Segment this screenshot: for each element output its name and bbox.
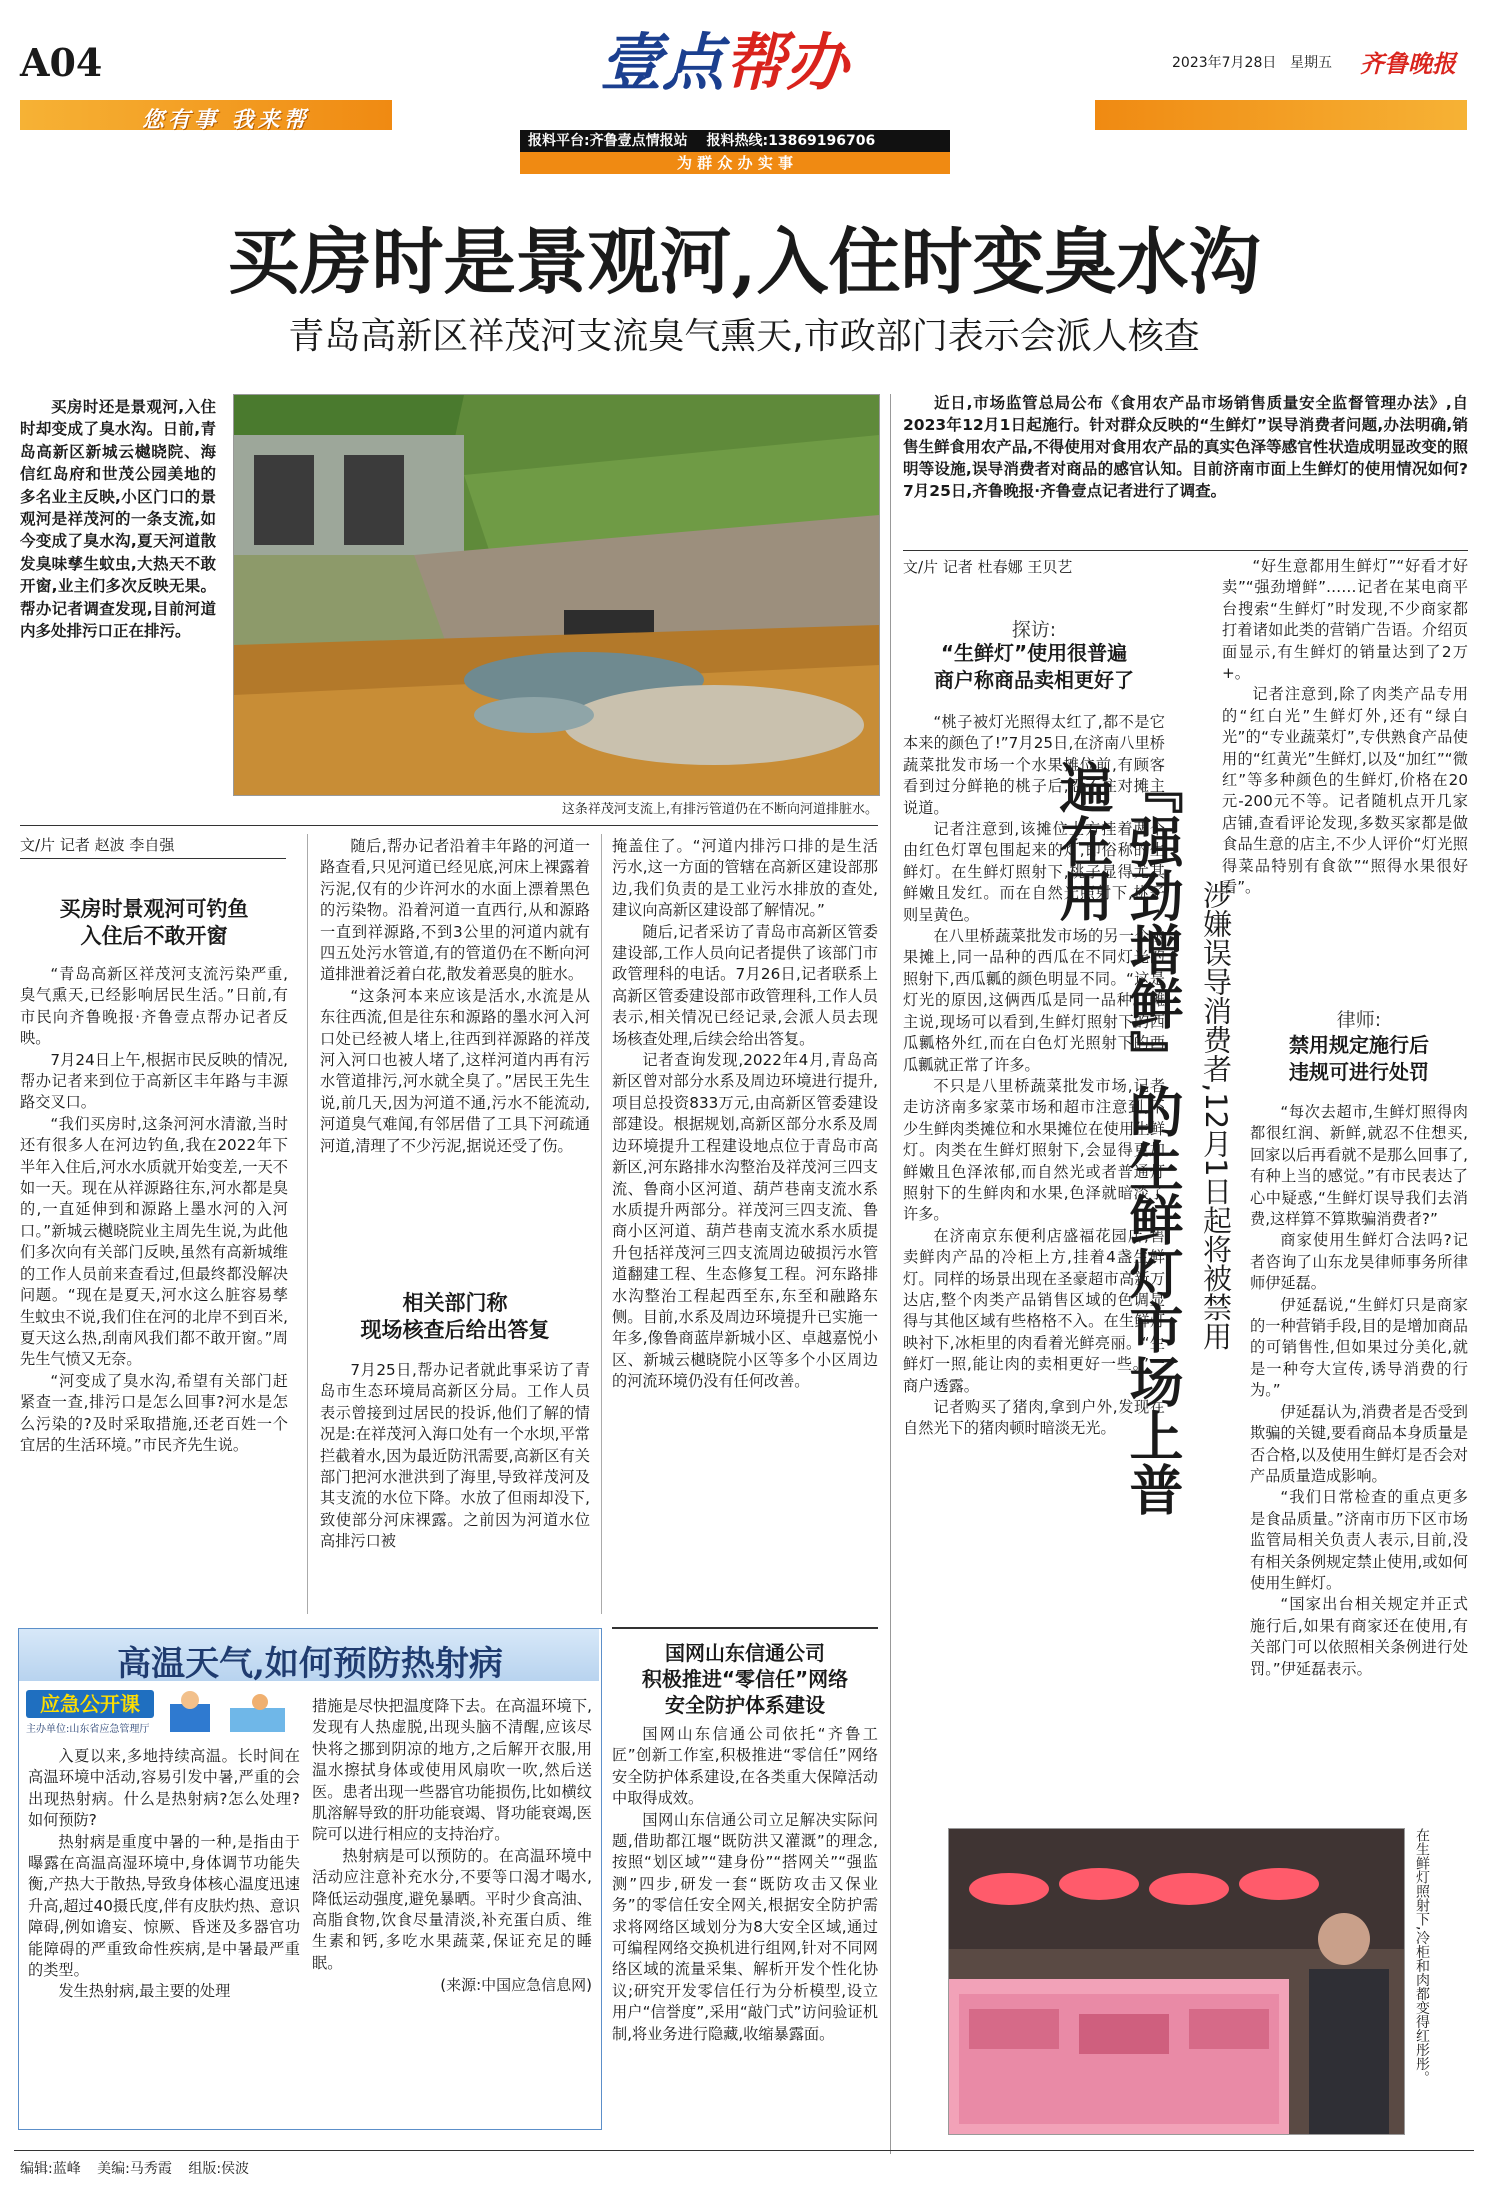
emergency-class-sponsor: 主办单位:山东省应急管理厅: [26, 1724, 150, 1735]
paragraph: 热射病是可以预防的。在高温环境中活动应注意补充水分,不要等口渴才喝水,降低运动强度,避免暴晒。平时少食高油、高脂食物,饮食尽量清淡,补充蛋白质、维生素和钙,多吃水果蔬菜,保证充足的睡眠。: [312, 1846, 592, 1972]
paragraph: 记者注意到,该摊位上方挂着两个由红色灯罩包围起来的灯,即俗称的生鲜灯。在生鲜灯照射下,桃子显得尤其鲜嫩且发红。而在自然光照射下,桃子则呈黄色。: [903, 820, 1165, 924]
story2-vertical-headline: 『强劲增鲜』的生鲜灯市场上普遍在用: [1051, 760, 1185, 1516]
paragraph: “我们买房时,这条河河水清澈,当时还有很多人在河边钓鱼,我在2022年下半年入住后,河水水质就开始变差,一天不如一天。现在从祥源路往东,河水都是臭的,一直延伸到和源路上墨水河的入河口。”新城云樾晓院业主周先生说,为此他们多次向有关部门反映,虽然有高新城维的工作人员前来查看过,但最终都没解决问题。“现在是夏天,河水这么脏容易孳生蚊虫不说,我们住在河的北岸不到百米,夏天这么热,刮南风我们都不敢开窗。”周先生气愤又无奈。: [20, 1114, 288, 1369]
state-grid-headline: 国网山东信通公司 积极推进“零信任”网络 安全防护体系建设: [641, 1641, 849, 1717]
paragraph: 记者查询发现,2022年4月,青岛高新区曾对部分水系及周边环境进行提升,项目总投资833万元,由高新区管委建设部建设。根据规划,高新区部分水系及周边环境提升工程建设地点位于青岛市高新区,河东路排水沟整治及祥茂河三四支流、鲁商小区河道、葫芦巷南支流水系水质提升两部分。祥茂河三四支流、鲁商小区河道、葫芦巷南支流水系水质提升包括祥茂河三四支流周边破损污水管道翻建工程、生态修复工程。河东路排水沟整治工程起西至东,东至和融路东侧。目前,水系及周边环境提升已实施一年多,像鲁商蓝岸新城小区、卓越嘉悦小区、新城云樾晓院小区等多个小区周边的河流环境仍没有任何改善。: [612, 1051, 878, 1391]
river-photo-caption: 这条祥茂河支流上,有排污管道仍在不断向河道排脏水。: [561, 802, 878, 817]
slogan-band: [20, 100, 392, 133]
paragraph: 热射病是重度中暑的一种,是指由于曝露在高温高湿环境中,身体调节功能失衡,产热大于散热,导致身体核心温度迅速升高,超过40摄氏度,伴有皮肤灼热、意识障碍,例如谵妄、惊厥、昏迷及多器官功能障碍的严重致命性疾病,是中暑最严重的类型。: [28, 1832, 300, 1980]
story1-headline: 买房时是景观河,入住时变臭水沟: [227, 219, 1261, 304]
paragraph: 入夏以来,多地持续高温。长时间在高温环境中活动,容易引发中暑,严重的会出现热射病。什么是热射病?怎么处理?如何预防?: [28, 1747, 300, 1830]
heatstroke-headline: 高温天气,如何预防热射病: [117, 1644, 503, 1684]
story1-col2b: [320, 1360, 590, 1553]
header-band-right: [1095, 100, 1467, 130]
paragraph: “好生意都用生鲜灯”“好看才好卖”“强劲增鲜”……记者在某电商平台搜索“生鲜灯”时发现,不少商家都打着诸如此类的营销广告语。介绍页面显示,有生鲜灯的销量达到了2万+。: [1222, 557, 1468, 683]
footer-credits: [20, 2158, 249, 2178]
story1-lead: 买房时还是景观河,入住时却变成了臭水沟。日前,青岛高新区新城云樾晓院、海信红岛府和世茂公园美地的多名业主反映,小区门口的景观河是祥茂河的一条支流,如今变成了臭水沟,夏天河道散发臭味孳生蚊虫,大热天不敢开窗,业主们多次反映无果。帮办记者调查发现,目前河道内多处排污口正在排污。: [20, 398, 216, 641]
paragraph: 记者注意到,除了肉类产品专用的“红白光”生鲜灯外,还有“绿白光”的“专业蔬菜灯”,专供熟食产品使用的“红黄光”生鲜灯,以及“加红”“微红”等多种颜色的生鲜灯,价格在20元-200元不等。记者随机点开几家店铺,查看评论发现,多数买家都是做食品生意的店主,不少人评价“灯光照得菜品特别有食欲”“照得水果很好看”。: [1222, 685, 1468, 897]
story1-col1: [20, 964, 288, 1456]
story2-lead: 近日,市场监管总局公布《食用农产品市场销售质量安全监督管理办法》,自2023年12月1日起施行。针对群众反映的“生鲜灯”误导消费者问题,办法明确,销售生鲜食用农产品,不得使用对食用农产品的真实色泽等感官性状造成明显改变的照明等设施,误导消费者对商品的感官认知。目前济南市面上生鲜灯的使用情况如何?7月25日,齐鲁晚报·齐鲁壹点记者进行了调查。: [903, 394, 1468, 500]
paragraph: 国网山东信通公司立足解决实际问题,借助都江堰“既防洪又灌溉”的理念,按照“划区域”“建身份”“搭网关”“强监测”四步,研发一套“既防攻击又保业务”的零信任安全网关,根据安全防护需求将网络区域划分为8大安全区域,通过可编程网络交换机进行组网,针对不同网络区域的流量采集、解析开发个性化协议;研究开发零信任行为分析模型,设立用户“信誉度”,采用“敲门式”访问验证机制,将业务进行隐藏,收缩暴露面。: [612, 1810, 878, 2043]
footer-editor: 编辑:蓝峰: [20, 2161, 81, 2177]
logo-accent: 帮办: [724, 26, 849, 99]
paragraph: “青岛高新区祥茂河支流污染严重,臭气熏天,已经影响居民生活。”日前,有市民向齐鲁晚报·齐鲁壹点帮办记者反映。: [20, 965, 288, 1048]
paragraph: “桃子被灯光照得太红了,都不是它本来的颜色了!”7月25日,在济南八里桥蔬菜批发市场一个水果摊位前,有顾客看到过分鲜艳的桃子后,忍不住对摊主说道。: [903, 713, 1165, 817]
heatstroke-col1: [28, 1746, 300, 2003]
paragraph: 随后,帮办记者沿着丰年路的河道一路查看,只见河道已经见底,河床上裸露着污泥,仅有的少许河水的水面上漂着黑色的污染物。沿着河道一直西行,从和源路一直到祥源路,不到3公里的河道内就有四五处污水管道,有的管道仍在不断向河道排泄着泛着白花,散发着恶臭的脏水。: [320, 837, 590, 984]
slogan-text: 您有事 我来帮: [142, 107, 310, 133]
story2-col2b: [1250, 1102, 1468, 1680]
tip-hotline[interactable]: 13869196706: [768, 133, 876, 149]
story2-byline: 文/片 记者 杜春娜 王贝艺: [903, 558, 1073, 576]
issue-weekday: 星期五: [1290, 55, 1332, 71]
paragraph: “这条河本来应该是活水,水流是从东往西流,但是往东和源路的墨水河入河口处已经被人堵上,往西到祥源路的祥茂河入河口也被人堵了,这样河道内再有污水管道排污,河水就全臭了。”居民王先生说,前几天,因为河道不通,污水不能流动,河道臭气难闻,有邻居借了工具下河疏通河道,清理了不少污泥,据说还受了伤。: [320, 986, 590, 1155]
paper-name: 齐鲁晚报: [1360, 49, 1456, 78]
heatstroke-source: (来源:中国应急信息网): [440, 1976, 592, 1995]
fresh-light-photo: [948, 1828, 1405, 2135]
paragraph: 国网山东信通公司依托“齐鲁工匠”创新工作室,积极推进“零信任”网络安全防护体系建设,在各类重大保障活动中取得成效。: [612, 1725, 878, 1808]
logo-main: 壹点: [600, 26, 725, 99]
paragraph: 伊延磊认为,消费者是否受到欺骗的关键,要看商品本身质量是否合格,以及使用生鲜灯是否会对产品质量造成影响。: [1250, 1402, 1468, 1485]
issue-date: 2023年7月28日: [1172, 55, 1277, 71]
fresh-light-photo-caption: 在生鲜灯照射下,冷柜和肉都变得红彤彤。: [1414, 1828, 1430, 2085]
story1-col3: [612, 836, 878, 1393]
paragraph: 随后,记者采访了青岛市高新区管委建设部,工作人员向记者提供了该部门市政管理科的电话。7月26日,记者联系上高新区管委建设部市政管理科,工作人员表示,相关情况已经记录,会派人员去现场核查处理,后续会给出答复。: [612, 922, 878, 1048]
paragraph: “我们日常检查的重点更多是食品质量。”济南市历下区市场监管局相关负责人表示,目前,没有相关条例规定禁止使用,或如何使用生鲜灯。: [1250, 1488, 1468, 1592]
paragraph: 掩盖住了。“河道内排污口排的是生活污水,这一方面的管辖在高新区建设部那边,我们负责的是工业污水排放的查处,建议向高新区建设部了解情况。”: [612, 837, 878, 920]
paragraph: 商家使用生鲜灯合法吗?记者咨询了山东龙昊律师事务所律师伊延磊。: [1250, 1231, 1468, 1293]
emergency-class-badge: 应急公开课: [26, 1690, 154, 1718]
paragraph: 在济南京东便利店盛福花园店,售卖鲜肉产品的冷柜上方,挂着4盏生鲜灯。同样的场景出现在圣豪超市高新万达店,整个肉类产品销售区域的色调显得与其他区域有些格格不入。在生鲜灯映衬下,冰柜里的肉看着光鲜亮丽。“生鲜灯一照,能让肉的卖相更好一些。”一商户透露。: [903, 1226, 1165, 1395]
story1-col2a: [320, 836, 590, 1157]
page-number: A04: [20, 40, 103, 85]
paragraph: 在八里桥蔬菜批发市场的另一个水果摊上,同一品种的西瓜在不同灯光的照射下,西瓜瓤的颜色明显不同。“这是灯光的原因,这俩西瓜是同一品种。”摊主说,现场可以看到,生鲜灯照射下的西瓜瓤格外红,而在白色灯光照射下的西瓜瓤就正常了许多。: [903, 927, 1165, 1074]
paragraph: 措施是尽快把温度降下去。在高温环境下,发现有人热虚脱,出现头脑不清醒,应该尽快将之挪到阴凉的地方,之后解开衣服,用温水擦拭身体或使用风扇吹一吹,然后送医。患者出现一些器官功能损伤,比如横纹肌溶解导致的肝功能衰竭、肾功能衰竭,医院可以进行相应的支持治疗。: [312, 1697, 592, 1844]
tip-platform[interactable]: 齐鲁壹点情报站: [589, 133, 688, 149]
paragraph: 发生热射病,最主要的处理: [58, 1982, 231, 2001]
river-photo: [233, 394, 880, 796]
heatstroke-col2: [312, 1696, 592, 1996]
emergency-illustration: [160, 1688, 300, 1736]
story1-subhead: 青岛高新区祥茂河支流臭气熏天,市政部门表示会派人核查: [288, 316, 1200, 357]
story2-col2a: [1222, 556, 1468, 899]
story2-sub1: “生鲜灯”使用很普遍 商户称商品卖相更好了: [934, 641, 1134, 692]
story2-sub2: 禁用规定施行后 违规可进行处罚: [1289, 1033, 1429, 1084]
motto: 为 群 众 办 实 事: [520, 152, 950, 174]
paragraph: 记者购买了猪肉,拿到户外,发现在自然光下的猪肉顿时暗淡无光。: [903, 1398, 1165, 1438]
story2-sub2-tag: 律师:: [1336, 1009, 1382, 1031]
paragraph: 7月25日,帮办记者就此事采访了青岛市生态环境局高新区分局。工作人员表示曾接到过居民的投诉,他们了解的情况是:在祥茂河入海口处有一个水坝,平常拦截着水,因为最近防汛需要,高新区有关部门把河水泄洪到了海里,导致祥茂河及其支流的水位下降。水放了但雨却没下,致使部分河床裸露。之前因为河道水位高排污口被: [320, 1361, 590, 1551]
state-grid-body: [612, 1724, 878, 2045]
footer-proof: 组版:侯波: [188, 2161, 250, 2177]
paragraph: 伊延磊说,“生鲜灯只是商家的一种营销手段,目的是增加商品的可销售性,但如果过分美化,就是一种夸大宣传,诱导消费的行为。”: [1250, 1295, 1468, 1400]
tip-line: 报料平台:齐鲁壹点情报站 报料热线:13869196706: [520, 130, 950, 152]
story2-vertical-subhead: 涉嫌误导消费者,12月1日起将被禁用: [1199, 880, 1233, 1351]
story1-sub2: 相关部门称 现场核查后给出答复: [360, 1291, 550, 1342]
paragraph: “国家出台相关规定并正式施行后,如果有商家还在使用,有关部门可以依照相关条例进行处罚。”伊延磊表示。: [1250, 1595, 1468, 1678]
footer-art: 美编:马秀霞: [97, 2161, 172, 2177]
paragraph: 不只是八里桥蔬菜批发市场,记者走访济南多家菜市场和超市注意到,不少生鲜肉类摊位和水果摊位在使用生鲜灯。肉类在生鲜灯照射下,会显得更加鲜嫩且色泽浓郁,而自然光或者普通灯照射下的生鲜肉和水果,色泽就暗淡了许多。: [903, 1076, 1165, 1224]
story1-byline: 文/片 记者 赵波 李自强: [20, 836, 175, 854]
paragraph: 7月24日上午,根据市民反映的情况,帮办记者来到位于高新区丰年路与丰源路交叉口。: [20, 1050, 288, 1112]
paragraph: “每次去超市,生鲜灯照得肉都很红润、新鲜,就忍不住想买,回家以后再看就不是那么回事了,有种上当的感觉。”有市民表达了心中疑惑,“生鲜灯误导我们去消费,这样算不算欺骗消费者?”: [1250, 1103, 1468, 1229]
story2-sub-tag: 探访:: [1011, 619, 1057, 641]
column-logo: [600, 26, 849, 99]
paragraph: “河变成了臭水沟,希望有关部门赶紧查一查,排污口是怎么回事?河水是怎么污染的?及时采取措施,还老百姓一个宜居的生活环境。”市民齐先生说。: [20, 1371, 288, 1454]
story1-sub1: 买房时景观河可钓鱼 入住后不敢开窗: [59, 897, 249, 948]
